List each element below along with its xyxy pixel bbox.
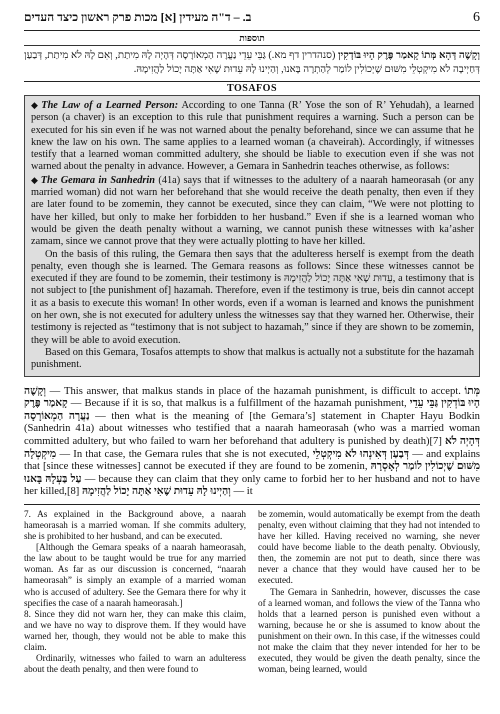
footnotes [24, 509, 480, 675]
hebrew-lemma: מִשּׁוּם שֶׁיְכוֹלִין לוֹמַר לְאָסְרָהּ עַל בַּעְלָהּ בָּאנוּ [24, 461, 480, 485]
hebrew-lemma: דְּהָיְה לֹא מִיקְטְלָה [24, 435, 480, 460]
tosafos-paragraph-text: According to one Tanna (R’ Yose the son of R’ Yehudah), a learned person (a chaver) is an exception to this rule that punishment requires a warning. Such a person can be executed for his sin even if he was not warned about the penalty beforehand, since we can assume that he knew the law on his own. The same applies to a learned woman (a chaveirah). Accordingly, if witnesses testify that a learned woman committed adultery, she should be liable to execution even if she was not warned about the penalty in advance. However, a Gemara in Sanhedrin teaches otherwise, as follows: [31, 100, 475, 173]
tosafos-paragraph [31, 347, 474, 372]
running-header-hebrew: ב. – ד"ה מעידין [א] מכות פרק ראשון כיצד העדים [24, 10, 252, 24]
tosafos-paragraph [31, 174, 474, 249]
running-header [24, 10, 480, 28]
hebrew-lemma: מְּתוֹ קָאמַר פֶּרֶק [24, 385, 480, 410]
page-number: 6 [473, 10, 480, 25]
footnote-paragraph: be zomemin, would automatically be exempt from the death penalty, even without claiming that they had not intended to have her killed. Having received no warning, she never could have become liable to the death penalty. Obviously, then, the zomemin are not put to death, since there was never a chance that they would have caused her to be executed. [258, 508, 480, 586]
footnote-paragraph: 7. As explained in the Background above, a naarah hameorasah is a married woman. If she commits adultery, she is prohibited to her husband, and can be executed. [24, 508, 246, 542]
footnote-paragraph: 8. Since they did not warn her, they can make this claim, and we have no way to disprove them. If they would have warned her, though, they would not be able to make this claim. [24, 608, 246, 652]
tosafos-paragraph [31, 99, 474, 174]
tosafos-paragraph-text: (41a) says that if witnesses to the adultery of a naarah hameorasah (or any married woman) did not warn her beforehand that she would receive the death penalty, then even if they are later found to be zomemin, they cannot be executed, since they can claim, “We were not plotting to have her killed, but only to make her forbidden to her husband.” Even if she is a learned woman who would be given the death penalty without a warning, we cannot punish these witnesses with ka’asher zamam, since we cannot prove that they were actually plotting to have her killed. [31, 174, 475, 248]
english-translation: — because they can claim that they only came to forbid her to her husband and not to have her killed,[8] [24, 473, 480, 498]
english-translation: — it [230, 486, 253, 498]
footnote-paragraph: [Although the Gemara speaks of a naarah hameorasah, the law about to be taught would be true for any married woman. As far as our discussion is concerned, “naarah hameorasah” is simply an example of a married woman who is accused of adultery. See the Gemara there for why it specifies the case of a naarah hameorasah.] [24, 542, 246, 608]
tosafos-paragraph-text: Based on this Gemara, Tosafos attempts to show that malkus is actually not a substitute for the hazamah punishment. [31, 346, 474, 371]
english-translation: — then what is the meaning of [the Gemara’s] statement in Chapter Hayu Bodkin (Sanhedrin 41a) about witnesses who testified that a naarah hameorasah (who was a married woman committed adultery, but who failed to warn her beforehand that adultery is punished by death)[7] [24, 410, 480, 447]
tosafos-dibur-hamaschil: וְקָשֶׁה דְּהָא מְּתוֹ קָאמַר פֶּרֶק הָיוּ בּוֹדְקִין [337, 50, 480, 61]
page [24, 10, 480, 675]
tosafos-paragraph [31, 249, 474, 347]
header-rule [24, 30, 480, 31]
hebrew-lemma: דְּבַעַן דְּאִינְהוּ לֹא מִיקְטְלֵי [312, 448, 409, 460]
hebrew-lemma: הָיוּ בּוֹדְקִין גַּבֵּי עֵדֵי נַעֲרָה הַמְאוֹרָסָה [24, 398, 480, 422]
hebrew-lemma: וְהַיְינוּ לָהּ עֵדוּת שֶׁאִי אַתָּה יָכוֹל לַהֲזִימָהּ [81, 486, 231, 498]
tosafos-paragraph-heading: The Gemara in Sanhedrin [40, 174, 156, 186]
tosafos-hebrew-label: תוספות [24, 33, 480, 43]
footnotes-left-column [24, 509, 246, 675]
hebrew-lemma: וְקָשֶׁה [24, 385, 46, 397]
tosafos-paragraph-text: On the basis of this ruling, the Gemara then says that the adulteress herself is exempt from the death penalty, even though she is learned. The Gemara reasons as follows: Since these witnesses cannot be executed if they are found to be zomemin, their testimony is עֵדוּת שֶׁאִי אַתָּה יָכוֹל לַהֲזִימָהּ, a testimony that is not subject to [the punishment of] hazamah. Therefore, even if the testimony is true, beis din cannot accept it as a basis to execute this woman! In other words, even if a woman is learned and knows the punishment on her own, she is not executed for adultery unless the witnesses say that they warned her. Otherwise, their testimony is rejected as “testimony that is not subject to hazamah,” since if they are shown to be zomemin, they will be able to avoid execution. [31, 248, 475, 346]
tosafos-hebrew-text [24, 49, 480, 77]
footnote-paragraph: Ordinarily, witnesses who failed to warn an adulteress about the death penalty, and then were found to [24, 653, 246, 675]
english-translation: — and explains that [since these witnesses] cannot be executed if they are found to be zomenin, [24, 448, 480, 473]
tosafos-box-title: TOSAFOS [24, 81, 480, 94]
diamond-bullet-icon: ◆ [31, 174, 39, 185]
tosafos-paragraph-heading: The Law of a Learned Person: [41, 100, 179, 111]
footnote-paragraph: The Gemara in Sanhedrin, however, discusses the case of a learned woman, and follows the view of the Tanna who holds that a learned person is punished even without a warning, because he or she is assumed to know about the punishment on their own. In this case, if the witnesses could not make the claim that they never intended for her to be executed, they would be given the death penalty, since the woman, being learned, would [258, 586, 480, 675]
english-translation: — This answer, that malkus stands in place of the hazamah punishment, is difficult to accept. [45, 385, 465, 397]
gemara-commentary [24, 386, 480, 499]
section-divider [24, 45, 480, 46]
notes-divider [24, 504, 480, 505]
tosafos-hebrew-body: (סנהדרין דף מא.) גַּבֵּי עֵדֵי נַעֲרָה הַמְאוֹרָסָה דְּהָיְה לָהּ מִיתַת, וְאִם לָהּ לֹא מִיתַת, דְּבַעַן דְּחַיְיבָה לֹא מִיקְטְלֵי מִשּׁוּם שֶׁיְכוֹלִין לוֹמַר לְהַתְרָה בָּאנוּ, וְהַיְינוּ לָהּ עֵדוּת שֶׁאִי אַתָּה יָכוֹל לַהֲזִימָהּ. [24, 50, 480, 75]
footnotes-right-column [258, 509, 480, 675]
english-translation: — Because if it is so, that malkus is a fulfillment of the hazamah punishment, [67, 398, 410, 410]
english-translation: — In that case, the Gemara rules that she is not executed, [56, 448, 313, 460]
diamond-bullet-icon: ◆ [31, 100, 40, 110]
tosafos-box [24, 95, 480, 377]
